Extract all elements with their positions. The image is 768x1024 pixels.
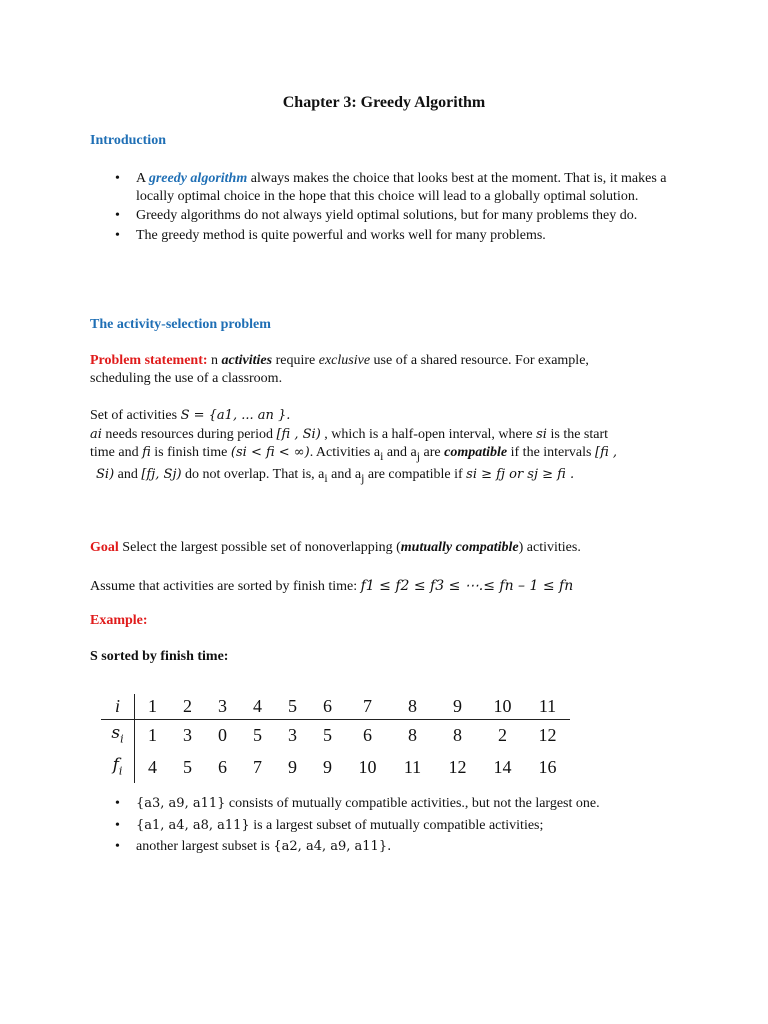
table-cell: 11 (525, 694, 570, 720)
subscript-i: i (118, 764, 123, 778)
bullet-text: another largest subset is (136, 839, 274, 854)
subscript-i: i (120, 732, 124, 746)
text: are compatible if (364, 467, 467, 482)
table-cell: 2 (170, 694, 205, 720)
table-cell: 5 (253, 725, 262, 746)
compatible-term: compatible (444, 445, 508, 460)
table-cell: 11 (403, 756, 422, 777)
table-cell: 5 (275, 694, 310, 720)
page-title: Chapter 3: Greedy Algorithm (282, 94, 486, 111)
text: Set of activities (90, 408, 181, 423)
table-cell: 7 (345, 694, 390, 720)
bullet-text: always makes the choice that looks best at the moment. That is, it makes a locally optimal choice in the hope that this choice will lead to a globally optimal solution. (136, 171, 667, 204)
list-item (115, 170, 685, 205)
interval-line-3 (96, 467, 574, 485)
activity-heading: The activity-selection problem (90, 317, 271, 332)
goal-line (90, 540, 581, 556)
table-cell: 10 (480, 694, 525, 720)
text: use of a shared resource. For example, (370, 353, 589, 368)
table-row (101, 752, 570, 784)
table-cell: 3 (183, 725, 192, 746)
table-cell: 6 (310, 694, 345, 720)
interval-line-2 (90, 445, 617, 463)
subscript: i (380, 449, 384, 463)
formula: f1 ≤ f2 ≤ f3 ≤ ⋯.≤ fn – 1 ≤ fn (360, 578, 574, 594)
list-item (115, 838, 685, 856)
table-cell: 4 (148, 756, 157, 777)
greedy-algorithm-term: greedy algorithm (148, 171, 248, 186)
text: time and (90, 445, 143, 460)
exclusive-term: exclusive (318, 353, 371, 368)
table-cell: 3 (288, 725, 297, 746)
problem-statement-label: Problem statement: (90, 353, 208, 368)
text: if the intervals (507, 445, 595, 460)
assumption-line (90, 578, 573, 595)
row-label-f: $f_i$ (101, 752, 135, 784)
text: is finish time (150, 445, 231, 460)
table-cell: 6 (218, 756, 227, 777)
table-cell: 12 (538, 725, 557, 746)
activities-term: activities (221, 353, 273, 368)
table-cell: 6 (363, 725, 372, 746)
formula: {a3, a9, a11} (136, 796, 226, 811)
introduction-list (115, 170, 685, 246)
table-cell: 0 (218, 725, 227, 746)
sorted-label: S sorted by finish time: (90, 649, 229, 664)
formula: ai (90, 427, 102, 442)
text: is the start (546, 427, 609, 442)
text: are (420, 445, 445, 460)
problem-statement-line-2: scheduling the use of a classroom. (90, 371, 283, 386)
formula: [fi , Si) (276, 427, 321, 442)
table-cell: 8 (390, 694, 435, 720)
table-cell: 9 (435, 694, 480, 720)
formula: [fj, Sj) (141, 467, 182, 482)
row-label-s: $s_i$ (101, 720, 135, 752)
table-cell: 8 (408, 725, 417, 746)
table-cell: 9 (323, 756, 332, 777)
list-item (115, 817, 685, 835)
text: . Activities a (309, 445, 381, 460)
formula: {a2, a4, a9, a11}. (273, 839, 392, 854)
text: needs resources during period (101, 427, 277, 442)
introduction-heading: Introduction (90, 133, 166, 148)
formula: fi (142, 445, 151, 460)
formula: si ≥ fj or sj ≥ fi . (466, 467, 575, 482)
list-item (115, 227, 685, 245)
table-cell: 5 (323, 725, 332, 746)
table-cell: 5 (183, 756, 192, 777)
text: ) activities. (518, 540, 581, 555)
table-cell: 8 (453, 725, 462, 746)
subscript: j (416, 449, 421, 463)
table-cell: 3 (205, 694, 240, 720)
table-cell: 7 (253, 756, 262, 777)
text: Select the largest possible set of nonoverlapping ( (118, 540, 401, 555)
text: and a (383, 445, 417, 460)
table-cell: 1 (135, 694, 171, 720)
table-cell: 10 (358, 756, 377, 777)
table-cell: 9 (288, 756, 297, 777)
table-row (101, 694, 570, 720)
bullet-text: Greedy algorithms do not always yield optimal solutions, but for many problems they do. (136, 208, 638, 223)
text: Assume that activities are sorted by finish time: (90, 579, 361, 594)
list-item (115, 207, 685, 225)
example-label: Example: (90, 613, 148, 628)
text: do not overlap. That is, a (181, 467, 325, 482)
activity-table (101, 694, 570, 783)
table-cell: 14 (493, 756, 512, 777)
formula: si (536, 427, 547, 442)
problem-statement-line (90, 353, 589, 369)
formula: [fi , (595, 445, 618, 460)
formula: Si) (96, 467, 115, 482)
set-definition (90, 408, 290, 424)
bullet-text: is a largest subset of mutually compatible activities; (249, 817, 544, 833)
interval-line-1 (90, 427, 608, 443)
list-item (115, 795, 685, 813)
formula: (si < fi < ∞) (230, 445, 310, 460)
table-cell: 1 (148, 725, 157, 746)
mutually-compatible-term: mutually compatible (400, 540, 519, 555)
table-cell: 2 (498, 725, 507, 746)
table-row (101, 720, 570, 752)
bullet-text: consists of mutually compatible activities., but not the largest one. (225, 796, 600, 811)
table-cell: 12 (448, 756, 467, 777)
text: require (272, 353, 319, 368)
set-formula: S = {a1, ... an }. (180, 408, 291, 423)
text: , which is a half-open interval, where (320, 427, 537, 442)
conclusion-list (115, 795, 685, 858)
subscript: j (361, 471, 365, 485)
bullet-text: A (136, 171, 149, 186)
goal-label: Goal (90, 540, 119, 555)
text: and a (327, 467, 362, 482)
subscript: i (324, 471, 328, 485)
table-cell: 4 (240, 694, 275, 720)
table-cell: 16 (538, 756, 557, 777)
text: and (114, 467, 142, 482)
bullet-text: The greedy method is quite powerful and works well for many problems. (136, 227, 546, 243)
text: n (211, 353, 222, 368)
row-label-i: i (101, 694, 135, 720)
formula: {a1, a4, a8, a11} (136, 817, 250, 833)
